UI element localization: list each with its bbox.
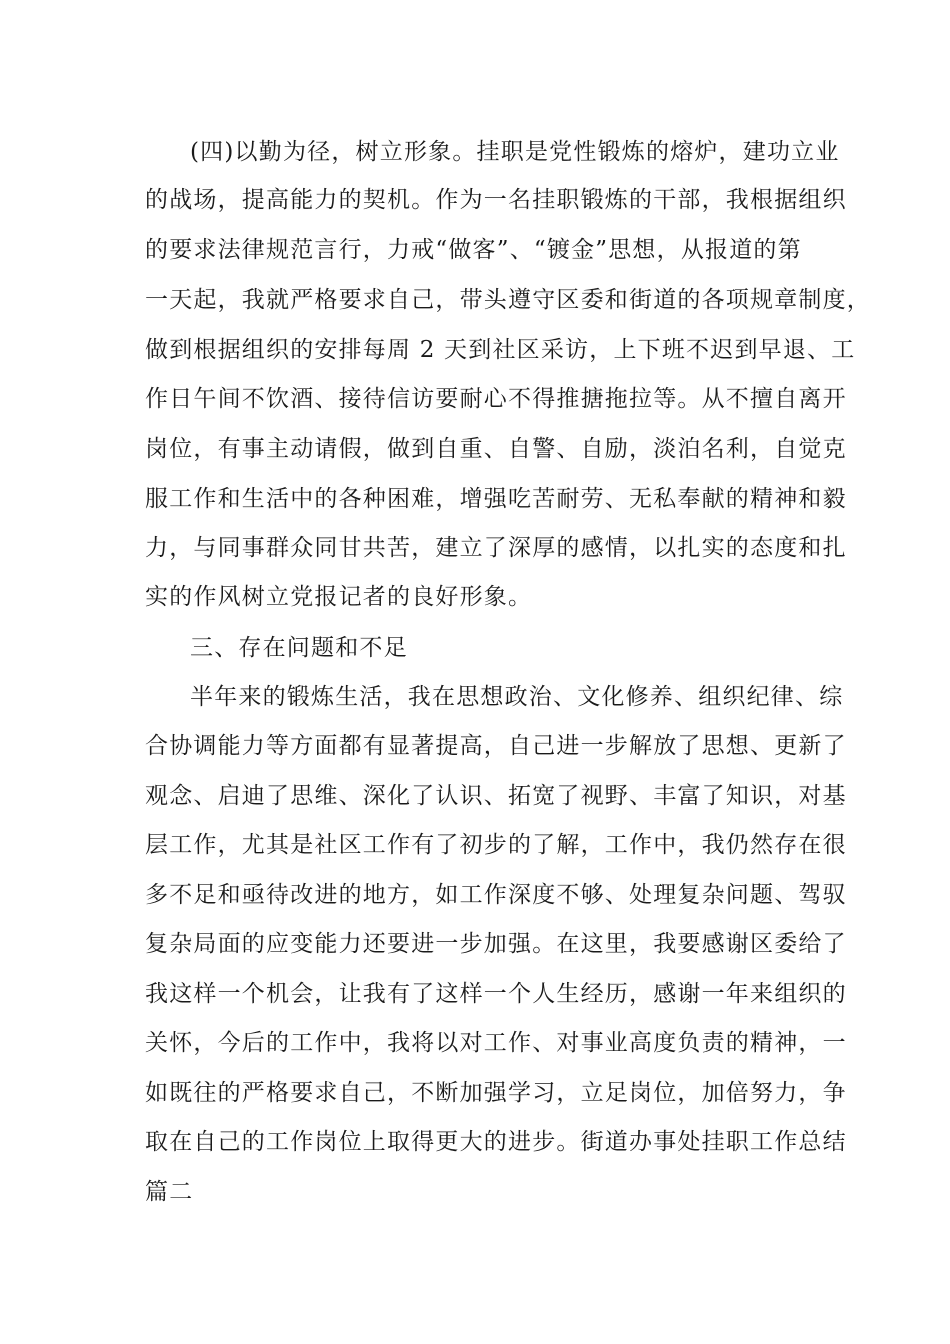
summary-line-10: 取在自己的工作岗位上取得更大的进步。街道办事处挂职工作总结 [145, 1129, 847, 1155]
section-heading: 三、存在问题和不足 [190, 635, 408, 661]
paragraph-4-line-3: 的要求法律规范言行，力戒“做客”、“镀金”思想，从报道的第 [145, 237, 802, 263]
summary-line-6: 复杂局面的应变能力还要进一步加强。在这里，我要感谢区委给了 [145, 931, 847, 957]
paragraph-4-line-10: 实的作风树立党报记者的良好形象。 [145, 584, 533, 610]
summary-line-9: 如既往的严格要求自己，不断加强学习，立足岗位，加倍努力，争 [145, 1080, 847, 1106]
paragraph-4-line-2: 的战场，提高能力的契机。作为一名挂职锻炼的干部，我根据组织 [145, 187, 847, 213]
summary-line-5: 多不足和亟待改进的地方，如工作深度不够、处理复杂问题、驾驭 [145, 882, 847, 908]
summary-line-4: 层工作，尤其是社区工作有了初步的了解，工作中，我仍然存在很 [145, 832, 847, 858]
summary-line-2: 合协调能力等方面都有显著提高，自己进一步解放了思想、更新了 [145, 733, 847, 759]
paragraph-4-line-1: (四)以勤为径，树立形象。挂职是党性锻炼的熔炉，建功立业 [190, 139, 840, 165]
paragraph-4-line-4: 一天起，我就严格要求自己，带头遵守区委和街道的各项规章制度， [145, 287, 871, 313]
summary-line-8: 关怀，今后的工作中，我将以对工作、对事业高度负责的精神，一 [145, 1030, 847, 1056]
summary-line-3: 观念、启迪了思维、深化了认识、拓宽了视野、丰富了知识，对基 [145, 783, 847, 809]
paragraph-4-line-8: 服工作和生活中的各种困难，增强吃苦耐劳、无私奉献的精神和毅 [145, 486, 847, 512]
paragraph-4-line-9: 力，与同事群众同甘共苦，建立了深厚的感情，以扎实的态度和扎 [145, 535, 847, 561]
summary-line-11: 篇二 [145, 1179, 194, 1205]
paragraph-4-line-5: 做到根据组织的安排每周 2 天到社区采访，上下班不迟到早退、工 [145, 337, 856, 363]
paragraph-4-line-7: 岗位，有事主动请假，做到自重、自警、自励，淡泊名利，自觉克 [145, 436, 847, 462]
summary-line-7: 我这样一个机会，让我有了这样一个人生经历，感谢一年来组织的 [145, 981, 847, 1007]
paragraph-4-line-6: 作日午间不饮酒、接待信访要耐心不得推搪拖拉等。从不擅自离开 [145, 386, 847, 412]
summary-line-1: 半年来的锻炼生活，我在思想政治、文化修养、组织纪律、综 [190, 684, 844, 710]
